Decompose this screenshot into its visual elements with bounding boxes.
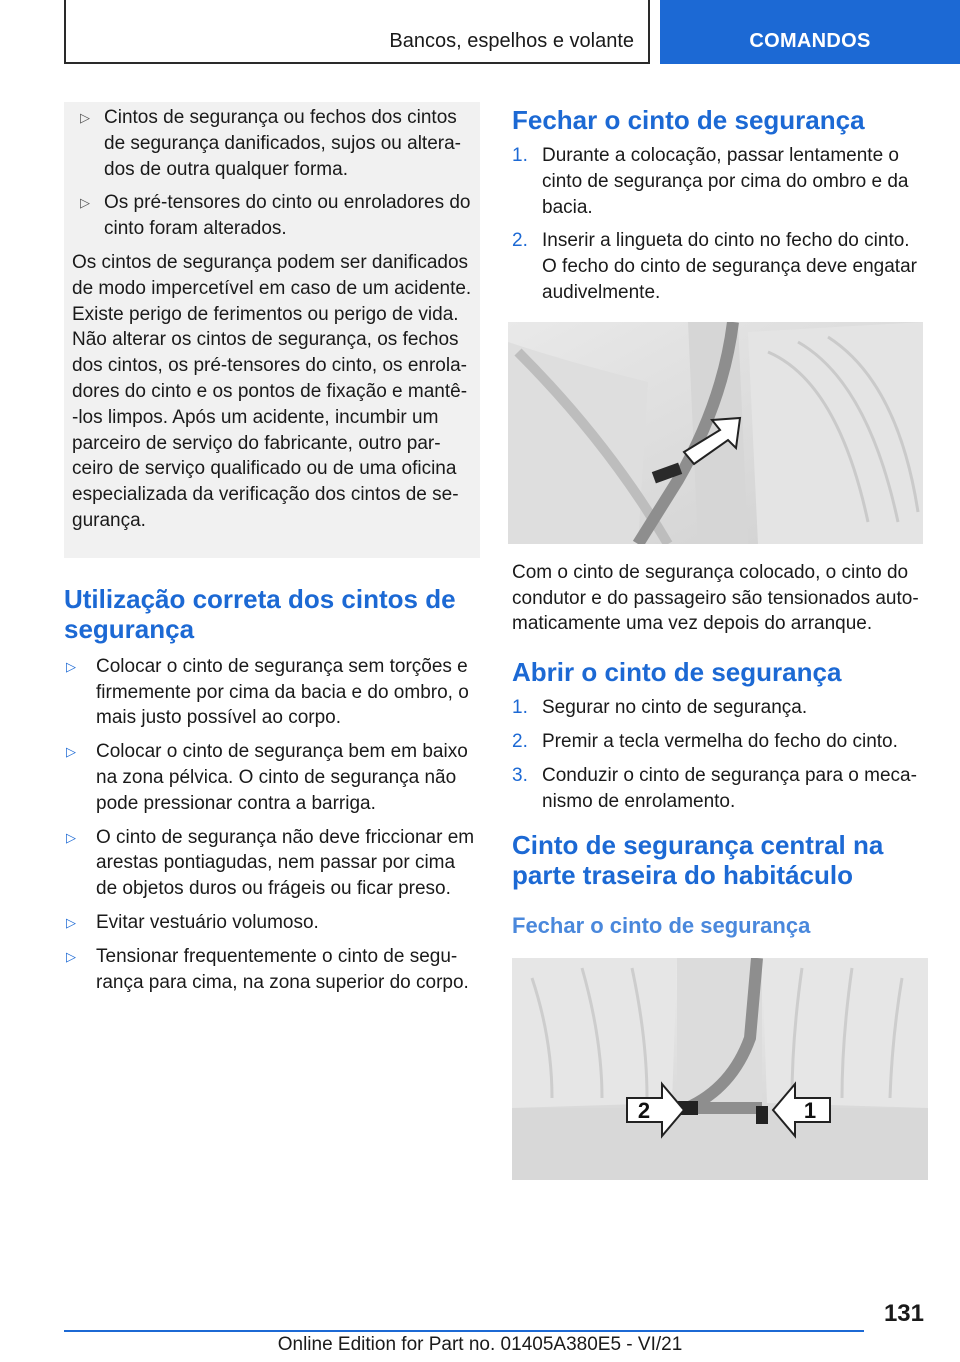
usage-bullet-list (64, 654, 480, 996)
list-item: ▷ O cinto de segurança não deve friccionar em arestas pontiagudas, nem passar por cima de objetos duros ou frágeis ou ficar preso. (66, 826, 475, 900)
triangle-bullet-icon: ▷ (66, 914, 76, 930)
list-item: 1. Segurar no cinto de segurança. (512, 697, 808, 719)
warning-box (64, 102, 480, 558)
seatbelt-rear-illustration (512, 958, 928, 1180)
footer-divider (64, 1330, 864, 1332)
list-item: ▷ Cintos de segurança ou fechos dos cintos de segurança danificados, sujos ou altera-dos de outra qualquer forma. (80, 107, 462, 180)
list-item: ▷ Colocar o cinto de segurança sem torções e firmemente por cima da bacia e do ombro, o mais justo possível ao corpo. (66, 655, 469, 729)
list-item: 2. Inserir a lingueta do cinto no fecho do cinto. O fecho do cinto de segurança deve engatar audivelmente. (512, 230, 917, 303)
warning-bullet-list (72, 105, 472, 242)
callout-2: 2 (637, 1098, 651, 1124)
section-heading-fasten: Fechar o cinto de segurança (512, 105, 865, 135)
unfasten-steps-list (512, 695, 928, 814)
header-section-box (64, 0, 650, 64)
left-column (64, 102, 480, 1003)
triangle-bullet-icon: ▷ (80, 110, 90, 125)
list-item: 1. Durante a colocação, passar lentamente o cinto de segurança por cima do ombro e da bacia. (512, 145, 909, 218)
seatbelt-front-figure (508, 322, 923, 544)
warning-text: Os cintos de segurança podem ser danificados de modo impercetível em caso de um acidente. Existe perigo de ferimentos ou perigo de vida. Não alterar os cintos de segurança, os fechos dos cintos, os pré-tensores do cinto, os enrola-dores do cinto e os pontos de fixação e mantê--los limpos. Após um acidente, incumbir um parceiro de serviço do fabricante, outro par-ceiro de serviço qualificado ou de uma oficina especializada da verificação dos cintos de se-gurança. (72, 251, 472, 531)
section-heading-unfasten: Abrir o cinto de segurança (512, 657, 842, 688)
triangle-bullet-icon: ▷ (66, 829, 76, 845)
page-number: 131 (883, 1300, 924, 1327)
triangle-bullet-icon: ▷ (66, 948, 76, 964)
header-section-title: Bancos, espelhos e volante (389, 30, 634, 52)
seatbelt-front-illustration (508, 322, 923, 544)
right-column (512, 102, 928, 1180)
list-item: 3. Conduzir o cinto de segurança para o meca-nismo de enrolamento. (512, 764, 917, 812)
fasten-steps-list (512, 143, 928, 306)
section-heading-correct-use: Utilização correta dos cintos de segurança (64, 583, 456, 644)
tension-paragraph: Com o cinto de segurança colocado, o cinto do condutor e do passageiro são tensionados auto-maticamente uma vez depois do arranque. (512, 561, 919, 635)
list-item: ▷ Colocar o cinto de segurança bem em baixo na zona pélvica. O cinto de segurança não pode pressionar contra a barriga. (66, 741, 468, 814)
seatbelt-rear-figure (512, 958, 928, 1180)
list-item: ▷ Tensionar frequentemente o cinto de segu-rança para cima, na zona superior do corpo. (66, 945, 469, 993)
footer-edition: Online Edition for Part no. 01405A380E5 - VI/21 (277, 1334, 683, 1355)
list-item: 2. Premir a tecla vermelha do fecho do cinto. (512, 730, 898, 752)
header-chapter-tab[interactable] (660, 0, 960, 64)
header-chapter-label: COMANDOS (749, 30, 871, 52)
triangle-bullet-icon: ▷ (66, 658, 76, 674)
list-item: ▷ Os pré-tensores do cinto ou enroladores do cinto foram alterados. (80, 192, 471, 240)
triangle-bullet-icon: ▷ (66, 744, 76, 760)
list-item: ▷ Evitar vestuário volumoso. (64, 910, 480, 936)
callout-1: 1 (803, 1098, 817, 1124)
triangle-bullet-icon: ▷ (80, 195, 90, 211)
section-heading-rear-center-belt: Cinto de segurança central na parte traseira do habitáculo (512, 830, 884, 891)
subheading-fasten-rear: Fechar o cinto de segurança (512, 913, 811, 939)
